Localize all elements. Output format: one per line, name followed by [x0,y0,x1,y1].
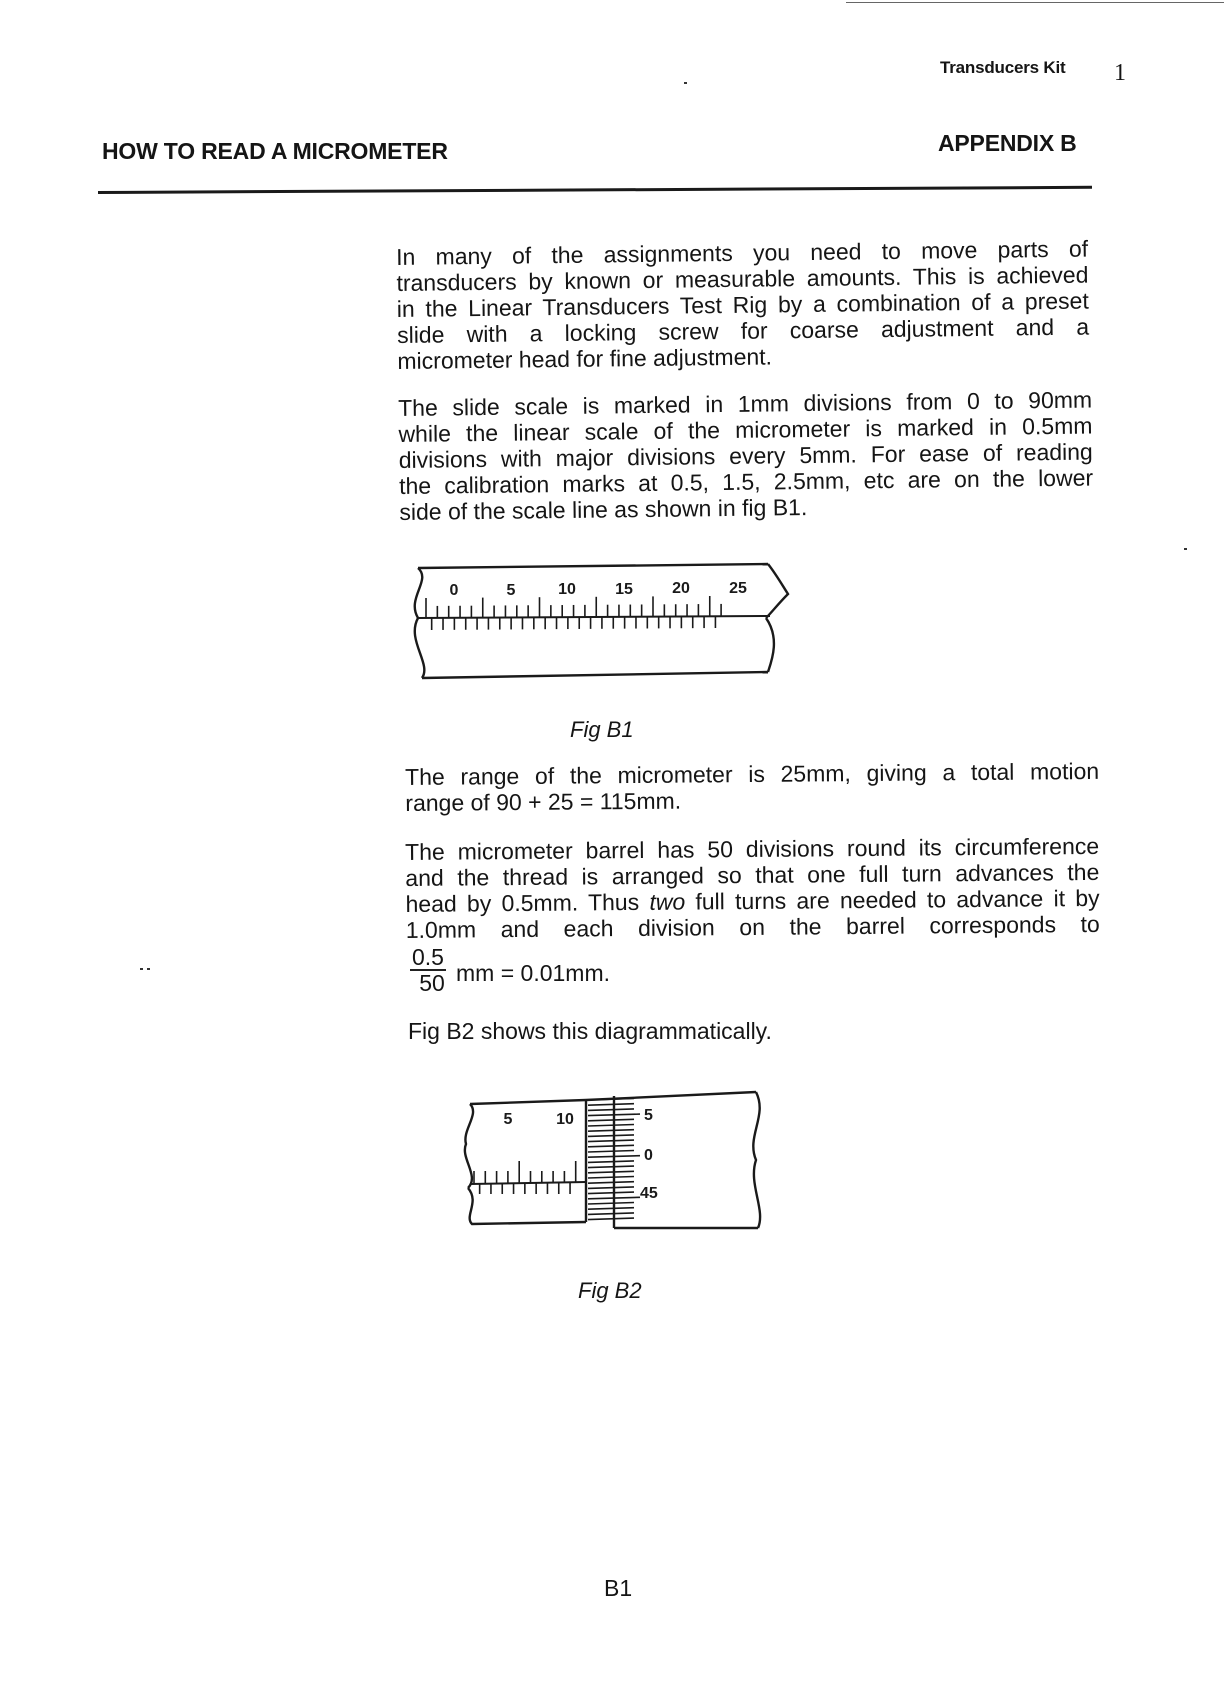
fig-b2-sleeve-ticks [474,1161,576,1194]
fig-b2-thimble-division [588,1177,634,1179]
header-kit-title: Transducers Kit [940,58,1066,77]
page-footer-label: B1 [604,1575,633,1601]
fig-b2-thimble-label: 0 [644,1147,653,1164]
fraction [410,945,454,995]
fig-b2-thimble-division [588,1109,634,1111]
fig-b2-thimble-division [588,1119,634,1121]
scan-speck [684,82,687,84]
text-line: In many of the assignments you need to move parts of [396,235,1089,270]
text-line: the calibration marks at 0.5, 1.5, 2.5mm, etc are on the lower [398,464,1094,499]
fig-b2-sleeve-label: 5 [503,1111,513,1128]
figure-b2-micrometer-reading [458,1086,768,1236]
fig-b2-thimble-division [588,1114,640,1116]
emphasis-two: two [649,888,686,915]
fig-b1-label: 0 [449,582,459,599]
fig-b1-label: 25 [729,580,747,597]
text-segment: full turns are needed to advance it by [685,884,1100,915]
fig-b2-thimble-division [588,1135,634,1137]
fig-b2-thimble-division [588,1218,634,1220]
text-line: micrometer head for fine adjustment. [397,343,773,374]
figure-b1-caption: Fig B1 [570,717,634,742]
fig-b2-thimble-division [588,1130,634,1132]
fig-b1-ticks [426,596,721,630]
text-line: while the linear scale of the micrometer is marked in 0.5mm [398,412,1093,447]
fraction-numerator: 0.5 [412,944,444,970]
text-line: and the thread is arranged so that one full turn advances the [405,858,1100,891]
fig-b2-sleeve-label: 10 [556,1111,574,1128]
appendix-label: APPENDIX B [938,130,1077,156]
fig-b2-thimble-division [588,1208,634,1210]
fig-b2-thimble-division [588,1156,640,1158]
fig-b1-label: 20 [672,580,690,597]
text-line: The range of the micrometer is 25mm, giving a total motion [405,757,1100,790]
fig-b2-thimble-label: 45 [640,1185,658,1202]
paragraph-range [405,758,1099,816]
fig-b2-thimble-division [588,1171,634,1173]
header-page-number: 1 [1114,60,1126,86]
text-line: 1.0mm and each division on the barrel corresponds to [405,910,1100,943]
text-line: range of 90 + 25 = 115mm. [405,787,682,816]
fig-b2-thimble-label: 5 [644,1107,653,1124]
paragraph-intro [396,236,1090,374]
fig-b2-thimble-division [588,1151,634,1153]
fig-b2-thimble-division [588,1125,634,1127]
fig-b1-label: 10 [558,581,576,598]
scan-speck [1184,548,1187,550]
fig-b2-thimble-division [588,1203,634,1205]
fraction-denominator: 50 [419,970,445,996]
text-line: The micrometer barrel has 50 divisions round its circumference [405,832,1100,865]
fig-b2-thimble-division [588,1140,634,1142]
text-line: transducers by known or measurable amounts. This is achieved [396,261,1089,296]
paragraph-barrel [405,833,1100,943]
text-line: in the Linear Transducers Test Rig by a combination of a preset [396,287,1089,322]
fig-b2-thimble-division [588,1187,634,1189]
fig-b2-thimble-division [588,1166,634,1168]
text-line: divisions with major divisions every 5mm. For ease of reading [398,438,1093,473]
paragraph-fig-b2-intro: Fig B2 shows this diagrammatically. [408,1018,772,1044]
scan-speck [140,968,143,970]
figure-b2-caption: Fig B2 [578,1278,642,1303]
top-edge-line [846,2,1224,3]
fig-b2-thimble-division [588,1182,634,1184]
header-rule [98,186,1092,194]
fig-b1-label: 5 [506,582,516,599]
fig-b2-thimble-division [588,1104,634,1106]
text-line: side of the scale line as shown in fig B1. [399,494,808,525]
fig-b2-thimble-division [588,1192,634,1194]
text-line: slide with a locking screw for coarse adjustment and a [396,313,1090,348]
fig-b2-thimble-division [588,1145,634,1147]
paragraph-slide-scale [398,387,1094,525]
fig-b1-label: 15 [615,581,633,598]
text-segment: head by 0.5mm. Thus [405,888,650,917]
fig-b2-thimble-division [588,1161,634,1163]
figure-b1-micrometer-scale [410,560,800,690]
page-title: HOW TO READ A MICROMETER [102,138,448,164]
scan-speck [147,968,150,970]
fraction-result: mm = 0.01mm. [456,960,611,986]
text-line: The slide scale is marked in 1mm divisions from 0 to 90mm [398,386,1093,421]
fig-b2-thimble-division [588,1213,634,1215]
fig-b2-thimble-division [588,1197,640,1199]
